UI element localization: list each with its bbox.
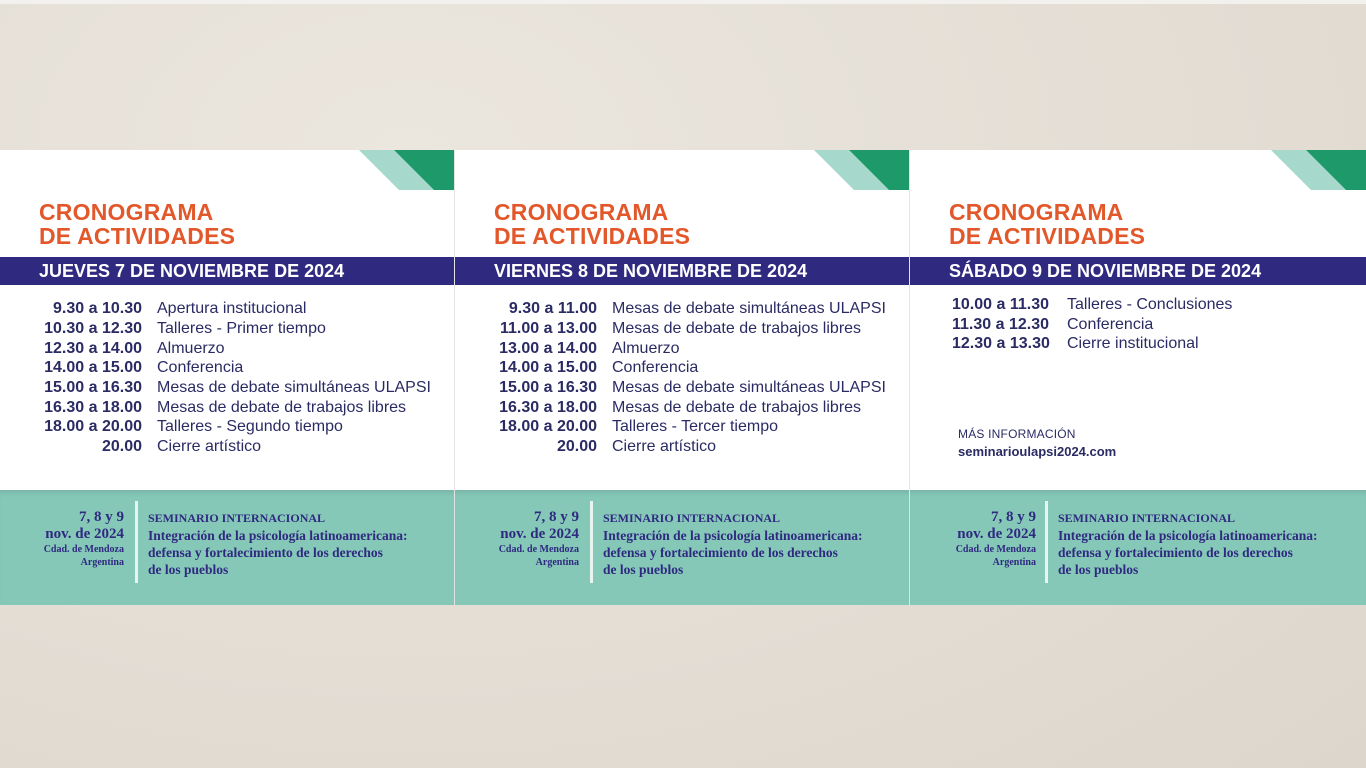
schedule-row xyxy=(455,418,909,438)
dates-line: 7, 8 y 9 xyxy=(79,509,124,525)
schedule-time: 20.00 xyxy=(101,438,142,455)
schedule-row xyxy=(455,379,909,399)
seminar-line: de los pueblos xyxy=(148,562,229,577)
seminar-line: de los pueblos xyxy=(1058,562,1139,577)
schedule-activity: Almuerzo xyxy=(157,340,225,357)
schedule-row xyxy=(455,359,909,379)
schedule-activity: Talleres - Conclusiones xyxy=(1067,296,1233,313)
schedule-activity: Mesas de debate de trabajos libres xyxy=(612,399,862,416)
day-header: JUEVES 7 DE NOVIEMBRE DE 2024 xyxy=(39,261,345,281)
panel-title xyxy=(494,200,690,248)
schedule-activity: Cierre artístico xyxy=(612,438,717,455)
dates-line: 7, 8 y 9 xyxy=(991,509,1036,525)
place-city: Cdad. de Mendoza xyxy=(498,544,579,555)
schedule-row xyxy=(0,379,454,399)
seminar-line: Integración de la psicología latinoamericana: xyxy=(603,528,863,543)
seminar-line: Integración de la psicología latinoamericana: xyxy=(148,528,408,543)
schedule-activity: Conferencia xyxy=(157,359,244,376)
schedule-time: 10.00 a 11.30 xyxy=(952,296,1049,313)
dates-year: nov. de 2024 xyxy=(45,526,124,542)
schedule-row xyxy=(0,359,454,379)
schedule-row xyxy=(455,399,909,419)
place-city: Cdad. de Mendoza xyxy=(955,544,1036,555)
event-dates xyxy=(499,509,579,569)
title-line-1: CRONOGRAMA xyxy=(494,199,669,225)
title-line-2: DE ACTIVIDADES xyxy=(949,223,1146,249)
panel-saturday xyxy=(910,150,1366,605)
schedule-time: 15.00 a 16.30 xyxy=(44,379,142,396)
seminar-title xyxy=(603,510,862,578)
place-city: Cdad. de Mendoza xyxy=(43,544,124,555)
schedule-activity: Mesas de debate de trabajos libres xyxy=(157,399,407,416)
place-country: Argentina xyxy=(535,557,579,568)
schedule-activity: Mesas de debate de trabajos libres xyxy=(612,320,862,337)
schedule-row xyxy=(910,335,1366,355)
seminar-line: defensa y fortalecimiento de los derechos xyxy=(1058,545,1293,560)
schedule-row xyxy=(0,399,454,419)
seminar-title xyxy=(1058,510,1317,578)
event-footer xyxy=(455,490,909,605)
schedule-row xyxy=(910,316,1366,336)
seminar-line: de los pueblos xyxy=(603,562,684,577)
seminar-line: defensa y fortalecimiento de los derechos xyxy=(148,545,383,560)
schedule-time: 16.30 a 18.00 xyxy=(44,399,142,416)
seminar-title xyxy=(148,510,407,578)
schedule-row xyxy=(910,296,1366,316)
dates-year: nov. de 2024 xyxy=(957,526,1036,542)
schedule-activity: Almuerzo xyxy=(612,340,680,357)
schedule-activity: Mesas de debate simultáneas ULAPSI xyxy=(612,300,886,317)
panel-friday xyxy=(455,150,910,605)
schedule-activity: Apertura institucional xyxy=(157,300,307,317)
panel-thursday xyxy=(0,150,455,605)
footer-divider xyxy=(1045,501,1048,583)
more-info xyxy=(958,427,1116,459)
schedule-activity: Mesas de debate simultáneas ULAPSI xyxy=(157,379,431,396)
footer-divider xyxy=(135,501,138,583)
schedule-row xyxy=(455,438,909,458)
seminar-label: SEMINARIO INTERNACIONAL xyxy=(603,511,781,525)
schedule-time: 10.30 a 12.30 xyxy=(44,320,142,337)
panel-title xyxy=(949,200,1145,248)
schedule-activity: Conferencia xyxy=(1067,316,1154,333)
event-footer xyxy=(0,490,454,605)
schedule-time: 16.30 a 18.00 xyxy=(499,399,597,416)
schedule-row xyxy=(0,418,454,438)
schedule-time: 11.00 a 13.00 xyxy=(500,320,597,337)
schedule-row xyxy=(0,300,454,320)
corner-stripe-decoration xyxy=(344,150,454,190)
dates-year: nov. de 2024 xyxy=(500,526,579,542)
schedule-activity: Talleres - Segundo tiempo xyxy=(157,418,343,435)
more-info-link[interactable]: seminarioulapsi2024.com xyxy=(958,444,1117,459)
schedule-time: 12.30 a 14.00 xyxy=(44,340,142,357)
schedule-time: 9.30 a 11.00 xyxy=(508,300,597,317)
day-header: VIERNES 8 DE NOVIEMBRE DE 2024 xyxy=(494,261,808,281)
schedule-time: 11.30 a 12.30 xyxy=(952,316,1049,333)
schedule-row xyxy=(455,340,909,360)
schedule-activity: Mesas de debate simultáneas ULAPSI xyxy=(612,379,886,396)
place-country: Argentina xyxy=(992,557,1036,568)
seminar-line: Integración de la psicología latinoamericana: xyxy=(1058,528,1318,543)
schedule-time: 14.00 a 15.00 xyxy=(499,359,597,376)
schedule-time: 12.30 a 13.30 xyxy=(952,335,1050,352)
schedule-activity: Talleres - Tercer tiempo xyxy=(612,418,778,435)
schedule-activity: Conferencia xyxy=(612,359,699,376)
day-header-bar xyxy=(910,257,1366,285)
schedule-row xyxy=(455,320,909,340)
schedule-row xyxy=(0,438,454,458)
day-header-bar xyxy=(0,257,454,285)
title-line-1: CRONOGRAMA xyxy=(949,199,1124,225)
corner-stripe-decoration xyxy=(1256,150,1366,190)
title-line-2: DE ACTIVIDADES xyxy=(39,223,236,249)
schedule-time: 20.00 xyxy=(556,438,597,455)
schedule-time: 15.00 a 16.30 xyxy=(499,379,597,396)
schedule-activity: Cierre institucional xyxy=(1067,335,1199,352)
seminar-label: SEMINARIO INTERNACIONAL xyxy=(148,511,326,525)
corner-stripe-decoration xyxy=(799,150,909,190)
schedule-activity: Cierre artístico xyxy=(157,438,262,455)
schedule-row xyxy=(0,340,454,360)
schedule-time: 18.00 a 20.00 xyxy=(44,418,142,435)
title-line-2: DE ACTIVIDADES xyxy=(494,223,691,249)
schedule-row xyxy=(0,320,454,340)
more-info-label: MÁS INFORMACIÓN xyxy=(958,427,1076,441)
event-footer xyxy=(910,490,1366,605)
event-dates xyxy=(956,509,1036,569)
schedule-activity: Talleres - Primer tiempo xyxy=(157,320,326,337)
top-edge xyxy=(0,0,1366,4)
schedule-time: 14.00 a 15.00 xyxy=(44,359,142,376)
schedule-row xyxy=(455,300,909,320)
event-dates xyxy=(44,509,124,569)
schedule-panels xyxy=(0,150,1366,605)
schedule-time: 13.00 a 14.00 xyxy=(499,340,597,357)
day-header-bar xyxy=(455,257,909,285)
place-country: Argentina xyxy=(80,557,124,568)
day-header: SÁBADO 9 DE NOVIEMBRE DE 2024 xyxy=(949,261,1262,281)
footer-divider xyxy=(590,501,593,583)
title-line-1: CRONOGRAMA xyxy=(39,199,214,225)
schedule-time: 18.00 a 20.00 xyxy=(499,418,597,435)
panel-title xyxy=(39,200,235,248)
dates-line: 7, 8 y 9 xyxy=(534,509,579,525)
seminar-line: defensa y fortalecimiento de los derechos xyxy=(603,545,838,560)
seminar-label: SEMINARIO INTERNACIONAL xyxy=(1058,511,1236,525)
schedule-time: 9.30 a 10.30 xyxy=(53,300,142,317)
